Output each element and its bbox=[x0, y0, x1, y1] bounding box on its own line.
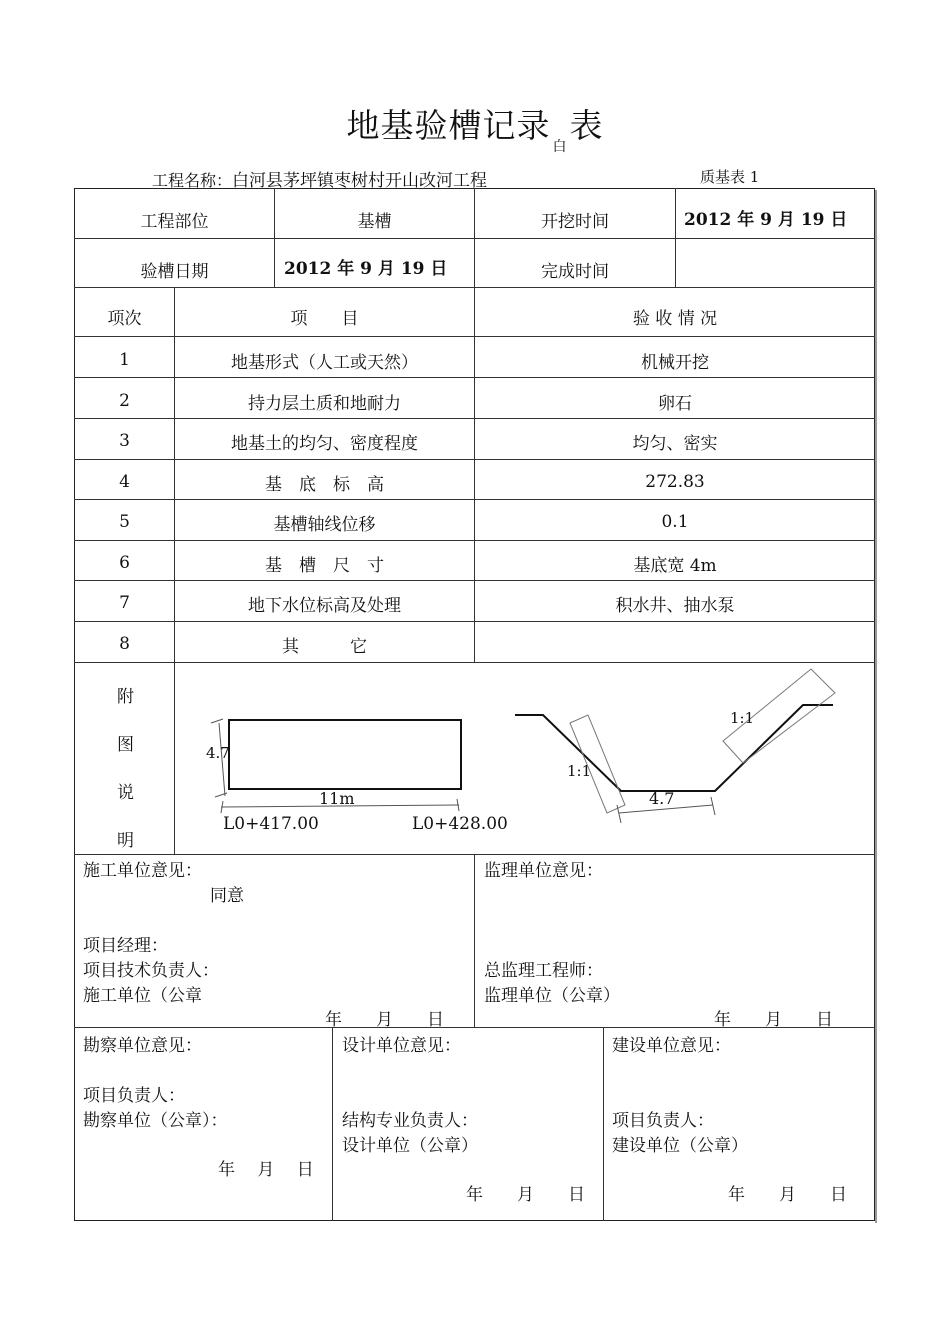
owner-opinion-label: 建设单位意见： bbox=[612, 1036, 731, 1056]
row-result: 卵石 bbox=[658, 393, 692, 414]
figure-label-char: 附 bbox=[117, 687, 134, 707]
survey-opinion-label: 勘察单位意见： bbox=[83, 1036, 202, 1056]
excavate-label: 开挖时间 bbox=[541, 211, 609, 232]
page-title bbox=[0, 100, 950, 155]
section-bottom-label: 4.7 bbox=[649, 789, 675, 808]
row-no: 1 bbox=[119, 350, 130, 370]
row-item: 地基形式（人工或天然） bbox=[231, 352, 418, 373]
owner-seal-label: 建设单位（公章） bbox=[612, 1136, 748, 1156]
survey-leader-label: 项目负责人： bbox=[83, 1086, 185, 1106]
supervision-seal-label: 监理单位（公章） bbox=[484, 986, 620, 1006]
row-no: 5 bbox=[119, 512, 130, 532]
row-result bbox=[475, 624, 875, 664]
plan-length-label: 11m bbox=[319, 789, 355, 808]
complete-label: 完成时间 bbox=[541, 261, 609, 282]
plan-height-label: 4.7 bbox=[206, 744, 230, 762]
row-result: 272.83 bbox=[645, 472, 705, 492]
row-no: 7 bbox=[119, 593, 130, 613]
figure-label-char: 说 bbox=[117, 783, 134, 803]
supervision-opinion-label: 监理单位意见： bbox=[484, 861, 603, 881]
dimension-tick bbox=[211, 719, 223, 723]
row-no: 6 bbox=[119, 553, 130, 573]
design-date: 年 月 日 bbox=[466, 1185, 585, 1205]
owner-date: 年 月 日 bbox=[728, 1185, 847, 1205]
design-opinion-label: 设计单位意见： bbox=[342, 1036, 461, 1056]
header-result: 验 收 情 况 bbox=[632, 308, 718, 329]
row-item: 基 底 标 高 bbox=[265, 474, 384, 495]
survey-seal-label: 勘察单位（公章）： bbox=[83, 1111, 228, 1131]
project-label: 工程名称： bbox=[152, 171, 233, 190]
col-divider bbox=[332, 1027, 333, 1221]
survey-date: 年 月 日 bbox=[218, 1160, 314, 1180]
supervision-date: 年 月 日 bbox=[714, 1010, 833, 1030]
construction-seal-label: 施工单位（公章 bbox=[83, 986, 202, 1006]
row-result: 0.1 bbox=[661, 512, 689, 532]
header-no: 项次 bbox=[107, 308, 142, 329]
design-leader-label: 结构专业负责人： bbox=[342, 1111, 478, 1131]
plan-rectangle bbox=[229, 720, 461, 789]
station-end-label: L0+428.00 bbox=[412, 814, 508, 834]
slope-right-label: 1:1 bbox=[730, 709, 755, 727]
construction-opinion-label: 施工单位意见： bbox=[83, 861, 202, 881]
inspect-value: 2012 年 9 月 19 日 bbox=[284, 259, 448, 279]
design-seal-label: 设计单位（公章） bbox=[342, 1136, 478, 1156]
header-item: 项 目 bbox=[290, 308, 359, 329]
row-no: 8 bbox=[119, 634, 130, 654]
title-tail: 表 bbox=[569, 106, 604, 145]
table-shadow bbox=[875, 190, 877, 1223]
col-divider bbox=[675, 188, 676, 287]
row-result: 机械开挖 bbox=[641, 352, 709, 373]
excavate-value: 2012 年 9 月 19 日 bbox=[684, 210, 848, 230]
inspect-label: 验槽日期 bbox=[140, 261, 209, 282]
project-name: 白河县茅坪镇枣树村开山改河工程 bbox=[232, 171, 488, 191]
tech-leader-label: 项目技术负责人： bbox=[83, 961, 219, 981]
row-result: 积水井、抽水泵 bbox=[615, 595, 735, 616]
row-item: 基槽轴线位移 bbox=[273, 514, 376, 535]
title-main: 地基验槽记录 bbox=[346, 106, 551, 145]
row-item: 持力层土质和地耐力 bbox=[248, 393, 401, 414]
col-divider bbox=[603, 1027, 604, 1221]
form-number: 质基表 1 bbox=[700, 168, 760, 186]
trench-section bbox=[515, 705, 833, 791]
title-sub: 白 bbox=[552, 139, 568, 155]
chief-engineer-label: 总监理工程师： bbox=[484, 961, 603, 981]
row-item: 地基土的均匀、密度程度 bbox=[231, 433, 418, 454]
figure-label-char: 图 bbox=[117, 735, 134, 755]
col-divider bbox=[474, 854, 475, 1027]
row-result: 均匀、密实 bbox=[632, 433, 718, 454]
owner-leader-label: 项目负责人： bbox=[612, 1111, 714, 1131]
row-item: 其 它 bbox=[282, 636, 367, 657]
row-item: 基 槽 尺 寸 bbox=[265, 555, 384, 576]
row-no: 3 bbox=[119, 431, 130, 451]
construction-date: 年 月 日 bbox=[325, 1010, 444, 1030]
station-start-label: L0+417.00 bbox=[223, 814, 319, 834]
figure-label-char: 明 bbox=[117, 831, 134, 851]
row-item: 地下水位标高及处理 bbox=[248, 595, 401, 616]
sketch-drawing bbox=[175, 663, 875, 853]
part-label: 工程部位 bbox=[140, 211, 209, 232]
part-value: 基槽 bbox=[357, 211, 392, 232]
slope-left-label: 1:1 bbox=[567, 762, 592, 780]
row-result: 基底宽 4m bbox=[633, 555, 717, 576]
dimension-tick bbox=[711, 797, 715, 815]
row-no: 4 bbox=[119, 472, 130, 492]
construction-opinion-text: 同意 bbox=[210, 886, 244, 906]
project-manager-label: 项目经理： bbox=[83, 936, 168, 956]
row-no: 2 bbox=[119, 391, 130, 411]
